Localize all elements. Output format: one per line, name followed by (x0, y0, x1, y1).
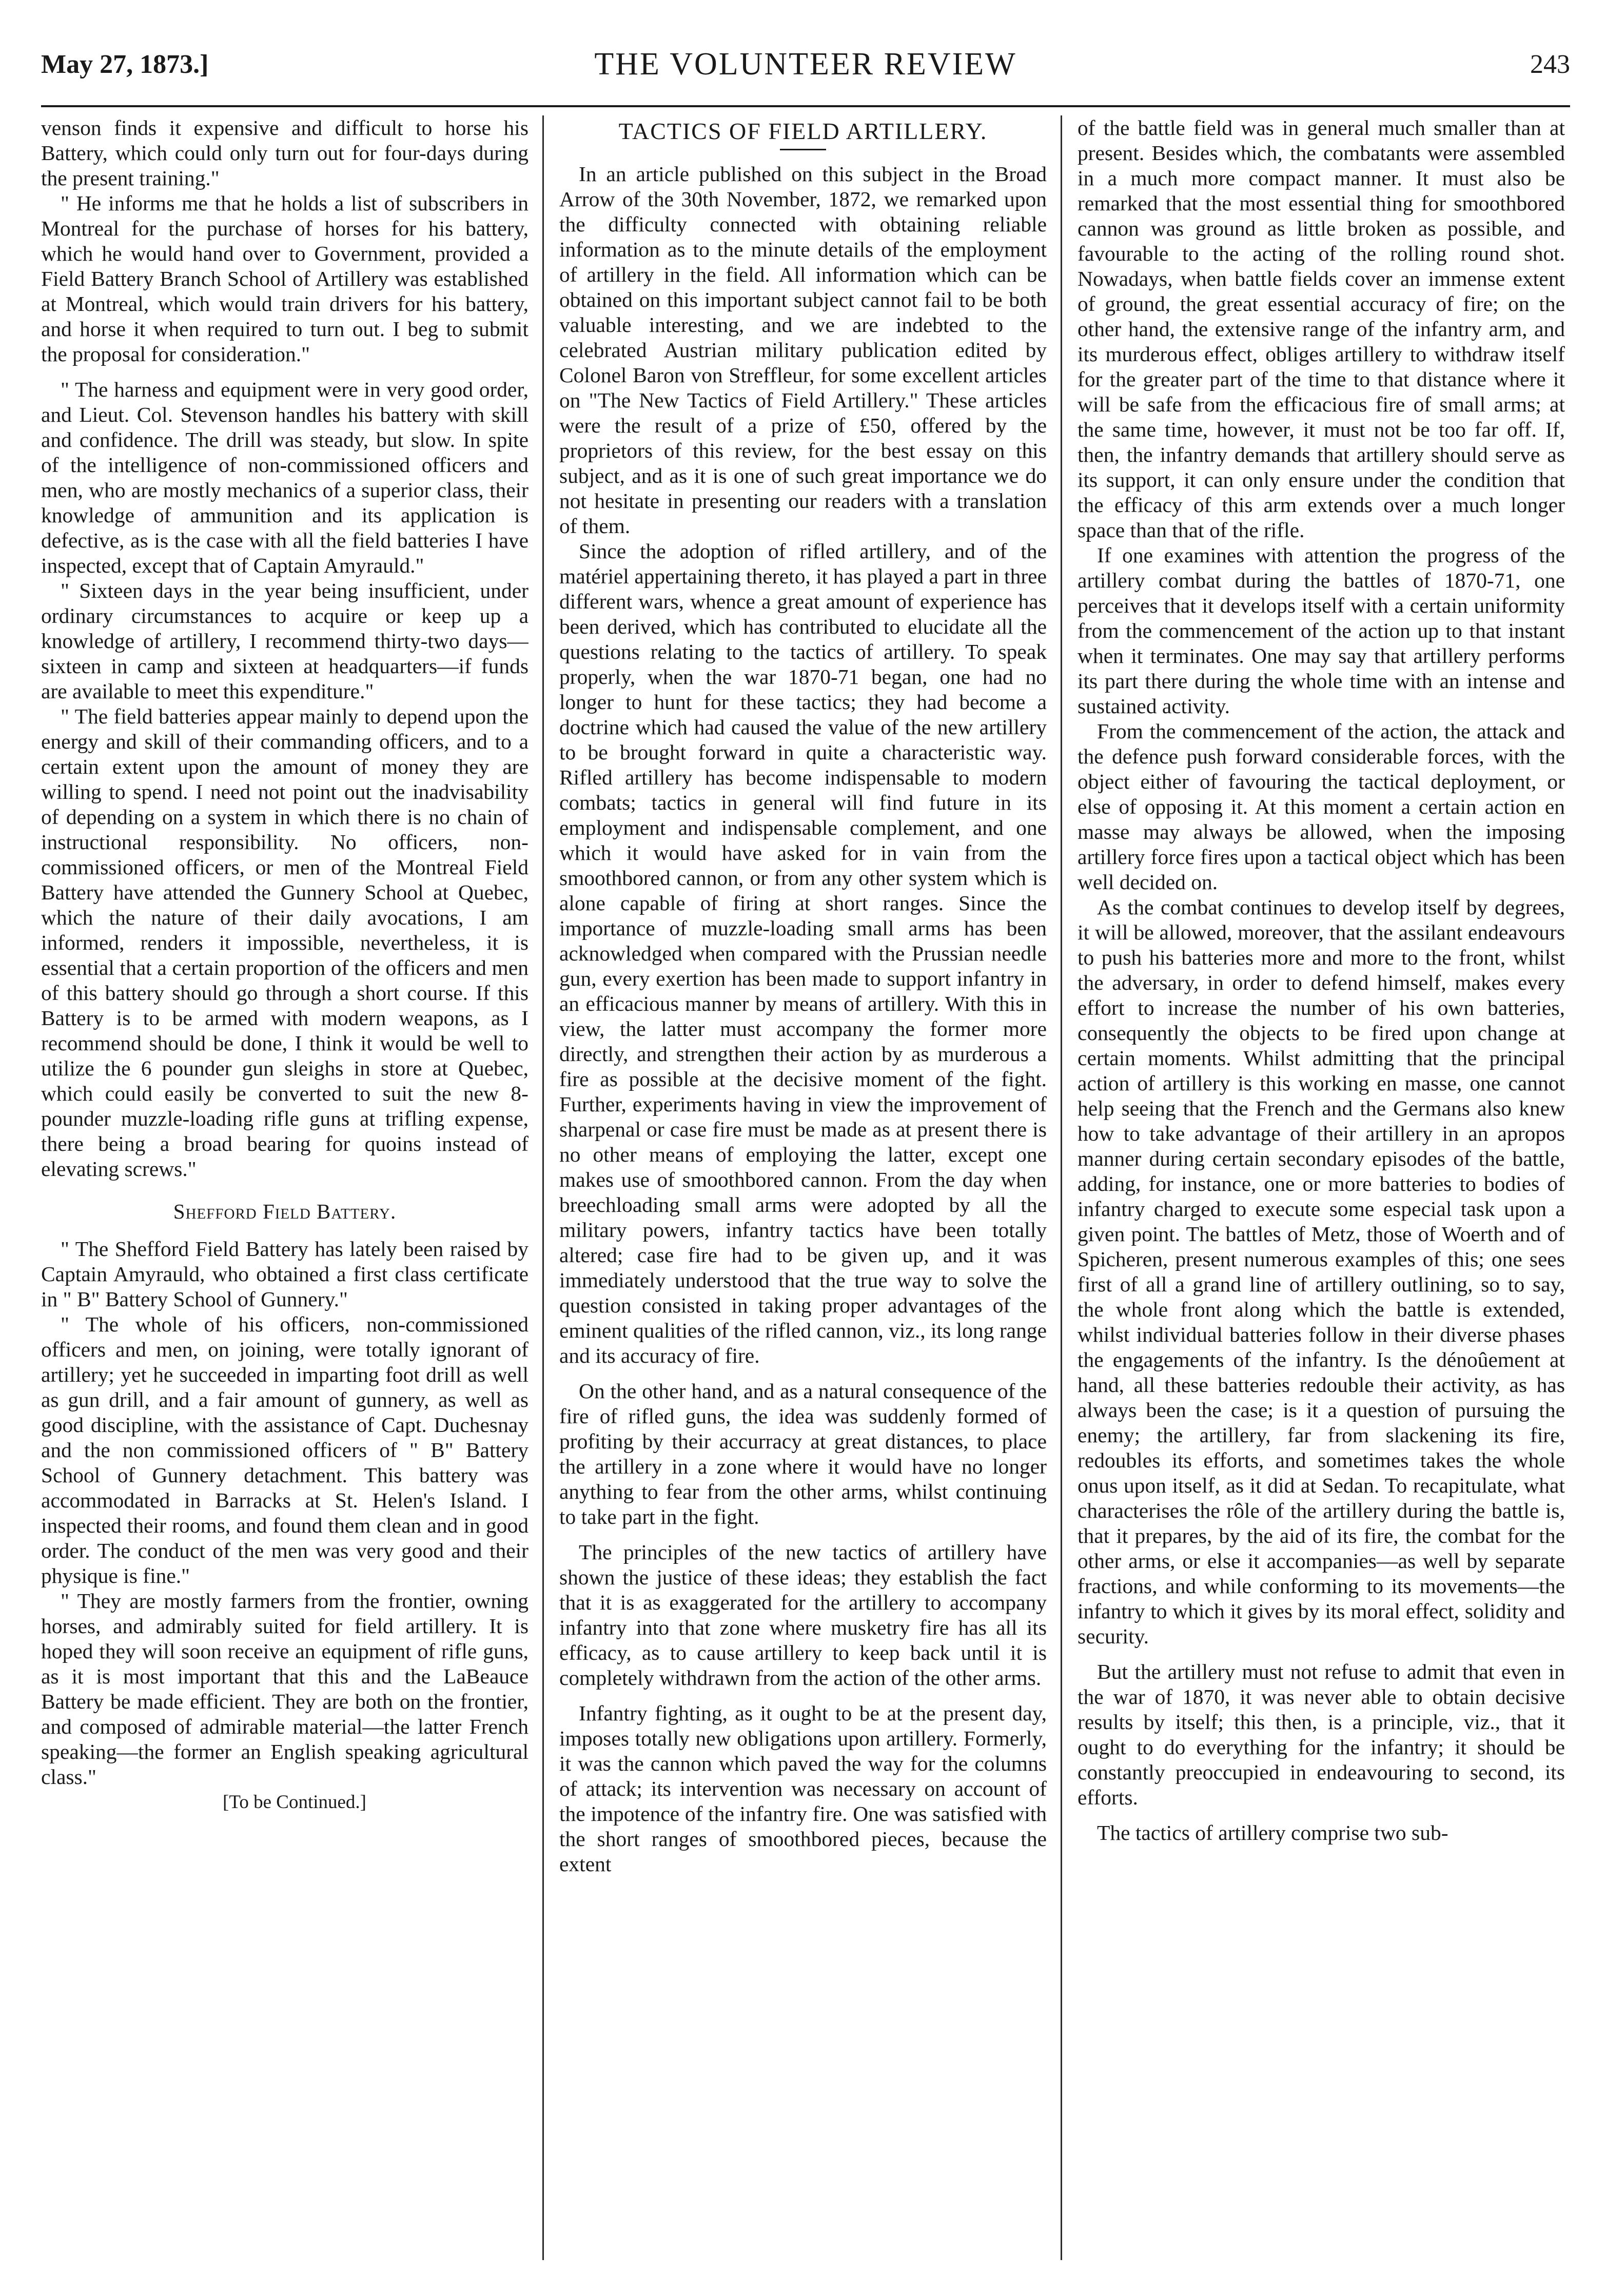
title-rule (780, 149, 826, 150)
column-1 (41, 115, 528, 2260)
paragraph: " The whole of his officers, non-commissioned officers and men, on joining, were totally ignorant of artillery; yet he succeeded in imparting foot drill as well as gun drill, and a fair amount of gunnery, as well as good discipline, with the assistance of Capt. Duchesnay and the non commissioned officers of " B" Battery School of Gunnery detachment. This battery was accommodated in Barracks at St. Helen's Island. I inspected their rooms, and found them clean and in good order. The conduct of the men was very good and their physique is fine." (41, 1312, 528, 1587)
column-3 (1078, 115, 1565, 2260)
page-header (41, 31, 1570, 103)
paragraph: " They are mostly farmers from the frontier, owning horses, and admirably suited for field artillery. It is hoped they will soon receive an equipment of rifle guns, as it is most important that this and the LaBeauce Battery be made efficient. They are both on the frontier, and composed of admirable material—the latter French speaking—the former an English speaking agricultural class." (41, 1589, 528, 1789)
paragraph: But the artillery must not refuse to admit that even in the war of 1870, it was never able to obtain decisive results by itself; this then, is a principle, viz., that it ought to do everything for the infantry; it should be constantly preoccupied in endeavouring to second, its efforts. (1078, 1660, 1565, 1809)
paragraph: On the other hand, and as a natural consequence of the fire of rifled guns, the idea was suddenly formed of profiting by their accurracy at great distances, to place the artillery in a zone where it would have no longer anything to fear from the other arms, whilst continuing to take part in the fight. (559, 1379, 1047, 1528)
section-heading: Shefford Field Battery. (173, 1200, 397, 1223)
paragraph: Infantry fighting, as it ought to be at the present day, imposes totally new obligations upon artillery. Formerly, it was the cannon which paved the way for the columns of attack; its intervention was necessary on account of the impotence of the infantry fire. One was satisfied with the short ranges of smoothbored pieces, because the extent (559, 1701, 1047, 1876)
paragraph: The tactics of artillery comprise two sub- (1097, 1821, 1448, 1844)
column-2 (559, 115, 1047, 2260)
paragraph: Since the adoption of rifled artillery, and of the matériel appertaining thereto, it has played a part in three different wars, whence a great amount of experience has been derived, which has contributed to elucidate all the questions relating to the tactics of artillery. To speak properly, when the war 1870-71 began, one had no longer to hunt for these tactics; they had become a doctrine which had caused the value of the new artillery to be brought forward in quite a characteristic way. Rifled artillery has become indispensable to modern combats; tactics in general will find future in its employment and indispensable complement, and one which it would have asked for in vain from the smoothbored cannon, or from any other system which is alone capable of firing at short ranges. Since the importance of muzzle-loading small arms has been acknowledged when compared with the Prussian needle gun, every exertion has been made to support infantry in an efficacious manner by means of artillery. With this in view, the latter must accompany the former more directly, and strengthen their action by as murderous a fire as possible at the decisive moment of the fight. Further, experiments having in view the improvement of sharpenal or case fire must be made as at present there is no other means of employing the latter, except one makes use of smoothbored cannon. From the day when breechloading small arms were adopted by all the military powers, infantry tactics have been totally altered; case fire had to be given up, and it was immediately understood that the true way to solve the question consisted in taking proper advantages of the eminent qualities of the rifled cannon, viz., its long range and its accuracy of fire. (559, 539, 1047, 1367)
article-title: TACTICS OF FIELD ARTILLERY. (618, 118, 988, 144)
issue-date: May 27, 1873.] (41, 50, 209, 79)
paragraph: " The Shefford Field Battery has lately been raised by Captain Amyrauld, who obtained a first class certificate in " B" Battery School of Gunnery." (41, 1237, 528, 1311)
continued-note: [To be Continued.] (223, 1792, 366, 1813)
paragraph: If one examines with attention the progress of the artillery combat during the battles of 1870-71, one perceives that it develops itself with a certain uniformity from the commencement of the action up to that instant when it terminates. One may say that artillery performs its part there during the whole time with an intense and sustained activity. (1078, 543, 1565, 718)
paragraph: The principles of the new tactics of artillery have shown the justice of these ideas; they establish the fact that it is as exaggerated for the artillery to accompany infantry into that zone where musketry fire has all its efficacy, as to cause artillery to keep back until it is completely withdrawn from the action of the other arms. (559, 1540, 1047, 1690)
header-rule (41, 105, 1570, 107)
paragraph: From the commencement of the action, the attack and the defence push forward considerable forces, with the object either of favouring the tactical deployment, or else of opposing it. At this moment a certain action en masse may always be allowed, when the imposing artillery force fires upon a tactical object which has been well decided on. (1078, 719, 1565, 894)
column-divider (542, 115, 544, 2260)
page-number: 243 (1530, 50, 1570, 79)
paragraph: " He informs me that he holds a list of subscribers in Montreal for the purchase of horses for his battery, which he would hand over to Government, provided a Field Battery Branch School of Artillery was established at Montreal, which would train drivers for his battery, and horse it when required to turn out. I beg to submit the proposal for consideration." (41, 191, 528, 366)
paragraph: " Sixteen days in the year being insufficient, under ordinary circumstances to acquire or keep up a knowledge of artillery, I recommend thirty-two days—sixteen in camp and sixteen at headquarters—if funds are available to meet this expenditure." (41, 579, 528, 703)
paragraph: " The harness and equipment were in very good order, and Lieut. Col. Stevenson handles his battery with skill and confidence. The drill was steady, but slow. In spite of the intelligence of non-commissioned officers and men, who are mostly mechanics of a superior class, their knowledge of ammunition and its application is defective, as is the case with all the field batteries I have inspected, except that of Captain Amyrauld." (41, 378, 528, 577)
publication-title: THE VOLUNTEER REVIEW (594, 47, 1017, 82)
column-divider (1061, 115, 1062, 2260)
paragraph: venson finds it expensive and difficult to horse his Battery, which could only turn out for four-days during the present training." (41, 116, 528, 190)
paragraph: As the combat continues to develop itself by degrees, it will be allowed, moreover, that the assilant endeavours to push his batteries more and more to the front, whilst the adversary, in order to defend himself, makes every effort to increase the number of his own batteries, consequently the objects to be fired upon change at certain moments. Whilst admitting that the principal action of artillery is this working en masse, one cannot help seeing that the French and the Germans also knew how to take advantage of their artillery in an apropos manner during certain secondary episodes of the battle, adding, for instance, one or more batteries to bodies of infantry charged to execute some especial task upon a given point. The battles of Metz, those of Woerth and of Spicheren, present numerous examples of this; one sees first of all a grand line of artillery outlining, so to say, the whole front along which the battle is extended, whilst individual batteries follow in their diverse phases the engagements of the infantry. Is the dénoûement at hand, all these batteries redouble their activity, as has always been the case; is it a question of pursuing the enemy; the artillery, far from slackening its fire, redoubles its efforts, and sometimes takes the whole onus upon itself, as it did at Sedan. To recapitulate, what characterises the rôle of the artillery during the battle is, that it prepares, by the aid of its fire, the combat for the other arms, or else it accompanies—as well by separate fractions, and while conforming to its movements—the infantry to which it gives by its moral effect, solidity and security. (1078, 895, 1565, 1648)
paragraph: In an article published on this subject in the Broad Arrow of the 30th November, 1872, we remarked upon the difficulty connected with obtaining reliable information as to the minute details of the employment of artillery in the field. All information which can be obtained on this important subject cannot fail to be both valuable interesting, and we are indebted to the celebrated Austrian military publication edited by Colonel Baron von Streffleur, for some excellent articles on "The New Tactics of Field Artillery." These articles were the result of a prize of £50, offered by the proprietors of this review, for the best essay on this subject, and as it is one of such great importance we do not hesitate in presenting our readers with a translation of them. (559, 162, 1047, 538)
paragraph: " The field batteries appear mainly to depend upon the energy and skill of their commanding officers, and to a certain extent upon the amount of money they are willing to spend. I need not point out the inadvisability of depending on a system in which there is no chain of instructional responsibility. No officers, non-commissioned officers, or men of the Montreal Field Battery have attended the Gunnery School at Quebec, which the nature of their daily avocations, I am informed, renders it impossible, nevertheless, it is essential that a certain proportion of the officers and men of this battery should go through a short course. If this Battery is to be armed with modern weapons, as I recommend should be done, I think it would be well to utilize the 6 pounder gun sleighs in store at Quebec, which could easily be converted to suit the new 8-pounder muzzle-loading rifle guns at trifling expense, there being a broad bearing for quoins instead of elevating screws." (41, 704, 528, 1181)
paragraph: of the battle field was in general much smaller than at present. Besides which, the combatants were assembled in a much more compact manner. It must also be remarked that the most essential thing for smoothbored cannon was ground as little broken as possible, and favourable to the acting of the rolling round shot. Nowadays, when battle fields cover an immense extent of ground, the great essential accuracy of fire; on the other hand, the extensive range of the infantry arm, and its murderous effect, obliges artillery to withdraw itself for the greater part of the time to that distance where it will be safe from the efficacious fire of small arms; at the same time, however, it must not be too far off. If, then, the infantry demands that artillery should serve as its support, it can only ensure under the condition that the efficacy of this arm extends over a much longer space than that of the rifle. (1078, 116, 1565, 542)
